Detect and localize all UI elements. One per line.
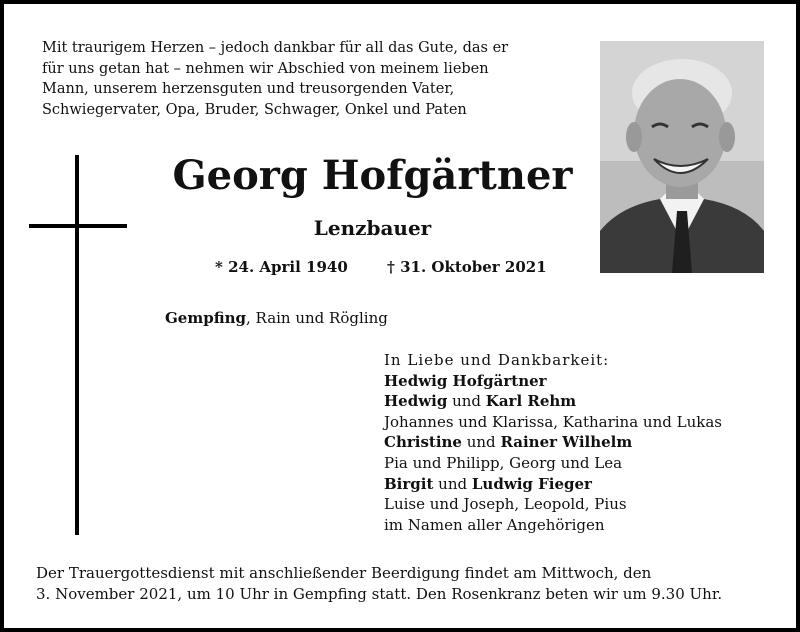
service-line: 3. November 2021, um 10 Uhr in Gempfing statt. Den Rosenkranz beten wir um 9.30 Uhr. [36,584,723,603]
mourner-line [384,432,784,453]
connector-text: und [433,474,472,493]
mourner-line [384,391,784,412]
deceased-name: Georg Hofgärtner [172,152,573,199]
mourner-name: Christine [384,433,462,452]
portrait-photo [600,41,764,273]
birth-date: * 24. April 1940 [215,258,348,276]
mourner-name: Ludwig Fieger [471,474,592,493]
connector-text: und [447,392,486,411]
intro-line: Mann, unserem herzensguten und treusorgenden Vater, [42,81,455,97]
intro-line: Mit traurigem Herzen – jedoch dankbar für all das Gute, das er [42,40,509,56]
place-rest: , Rain und Rögling [246,309,388,327]
mourner-line [384,474,784,495]
service-line: Der Trauergottesdienst mit anschließender Beerdigung findet am Mittwoch, den [36,564,652,582]
mourner-name: Birgit [384,474,434,493]
mourner-name: Hedwig [384,392,448,411]
cross-vertical-bar [75,155,79,535]
mourner-name: Rainer Wilhelm [500,433,633,452]
mourner-line: im Namen aller Angehörigen [384,515,605,534]
intro-text [42,38,582,120]
mourner-name: Karl Rehm [485,392,577,411]
intro-line: für uns getan hat – nehmen wir Abschied von meinem lieben [42,60,489,77]
service-info [36,563,781,604]
mourners-list [384,350,784,535]
place-main: Gempfing [165,309,247,327]
cross-horizontal-bar [29,224,127,228]
mourner-name: Hedwig Hofgärtner [384,371,547,390]
portrait-illustration [600,41,764,273]
home-places [165,306,388,330]
connector-text: und [461,433,501,452]
intro-line: Schwiegervater, Opa, Bruder, Schwager, Onkel und Paten [42,101,467,118]
mourner-line: Johannes und Klarissa, Katharina und Lukas [384,412,722,431]
life-dates [215,256,547,278]
death-date: † 31. Oktober 2021 [387,258,547,276]
mourner-line [384,371,784,392]
mourner-line: Pia und Philipp, Georg und Lea [384,453,623,472]
mourners-heading: In Liebe und Dankbarkeit: [384,351,610,369]
mourner-line: Luise und Joseph, Leopold, Pius [384,495,627,514]
deceased-nickname: Lenzbauer [313,216,432,240]
